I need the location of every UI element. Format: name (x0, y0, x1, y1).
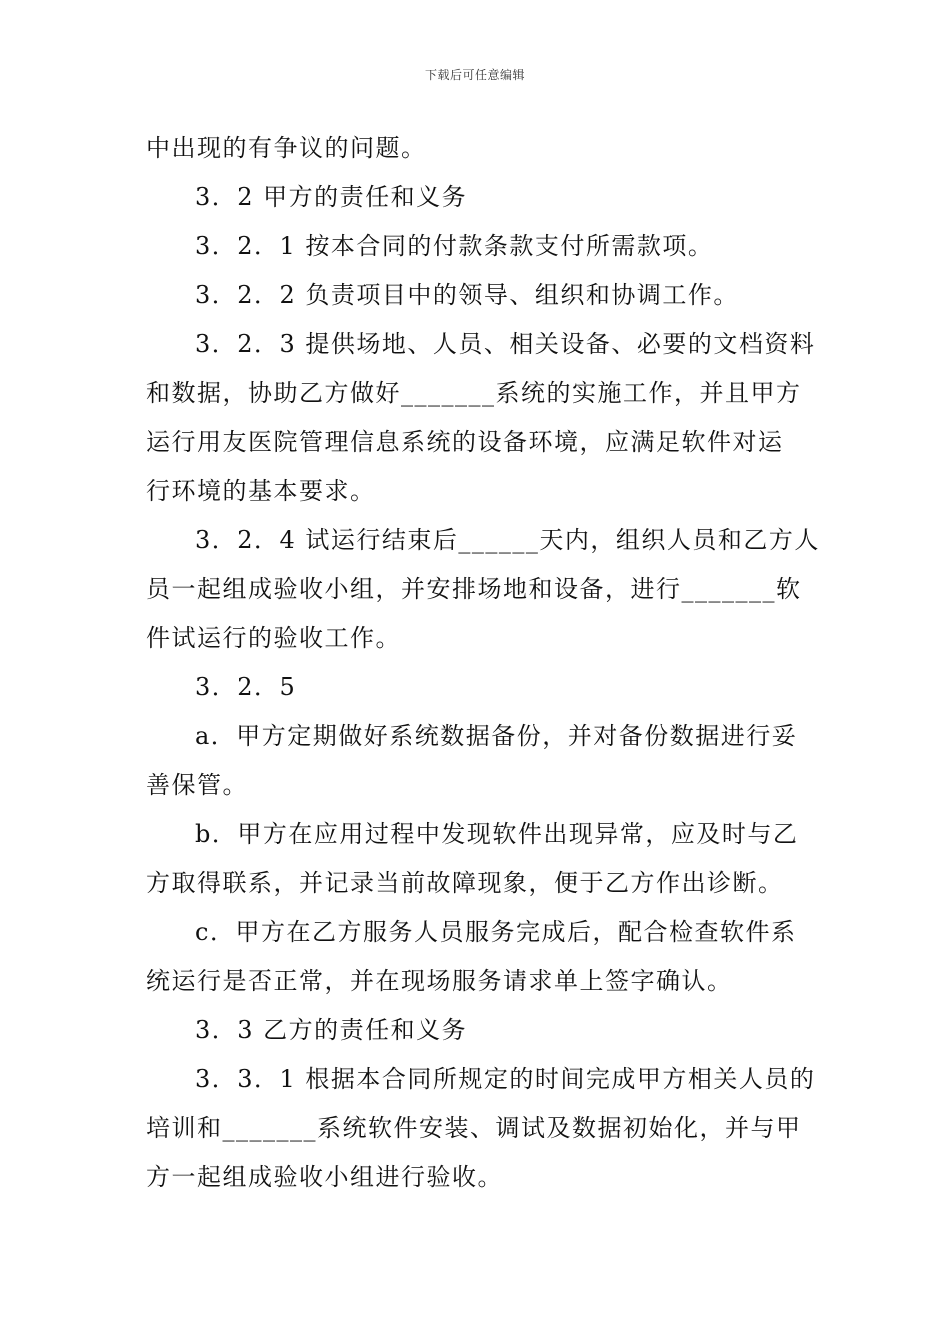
section-heading: 3．2 甲方的责任和义务 (195, 183, 468, 211)
text-line: 员一起组成验收小组，并安排场地和设备，进行_______软 (146, 575, 802, 603)
text-line: 方取得联系，并记录当前故障现象，便于乙方作出诊断。 (146, 869, 784, 897)
text-line: 方一起组成验收小组进行验收。 (146, 1163, 503, 1191)
text-line: 和数据，协助乙方做好_______系统的实施工作，并且甲方 (146, 379, 802, 407)
clause-line: 3．2．5 (195, 673, 297, 701)
sub-item-line: a．甲方定期做好系统数据备份，并对备份数据进行妥 (195, 722, 798, 750)
clause-line: 3．3．1 根据本合同所规定的时间完成甲方相关人员的 (195, 1065, 816, 1093)
clause-line: 3．2．3 提供场地、人员、相关设备、必要的文档资料 (195, 330, 816, 358)
text-line: 件试运行的验收工作。 (146, 624, 401, 652)
section-heading: 3．3 乙方的责任和义务 (195, 1016, 468, 1044)
text-line: 培训和_______系统软件安装、调试及数据初始化，并与甲 (146, 1114, 802, 1142)
sub-item-line: c．甲方在乙方服务人员服务完成后，配合检查软件系 (195, 918, 797, 946)
text-line: 行环境的基本要求。 (146, 477, 376, 505)
sub-item-line: b．甲方在应用过程中发现软件出现异常，应及时与乙 (195, 820, 799, 848)
page-header: 下载后可任意编辑 (424, 68, 525, 82)
clause-line: 3．2．1 按本合同的付款条款支付所需款项。 (195, 232, 714, 260)
text-line: 善保管。 (146, 771, 248, 799)
clause-line: 3．2．4 试运行结束后______天内，组织人员和乙方人 (195, 526, 820, 554)
clause-line: 3．2．2 负责项目中的领导、组织和协调工作。 (195, 281, 739, 309)
text-line: 运行用友医院管理信息系统的设备环境，应满足软件对运 (146, 428, 784, 456)
text-line: 中出现的有争议的问题。 (146, 134, 427, 162)
text-line: 统运行是否正常，并在现场服务请求单上签字确认。 (146, 967, 733, 995)
document-body (146, 128, 820, 1206)
